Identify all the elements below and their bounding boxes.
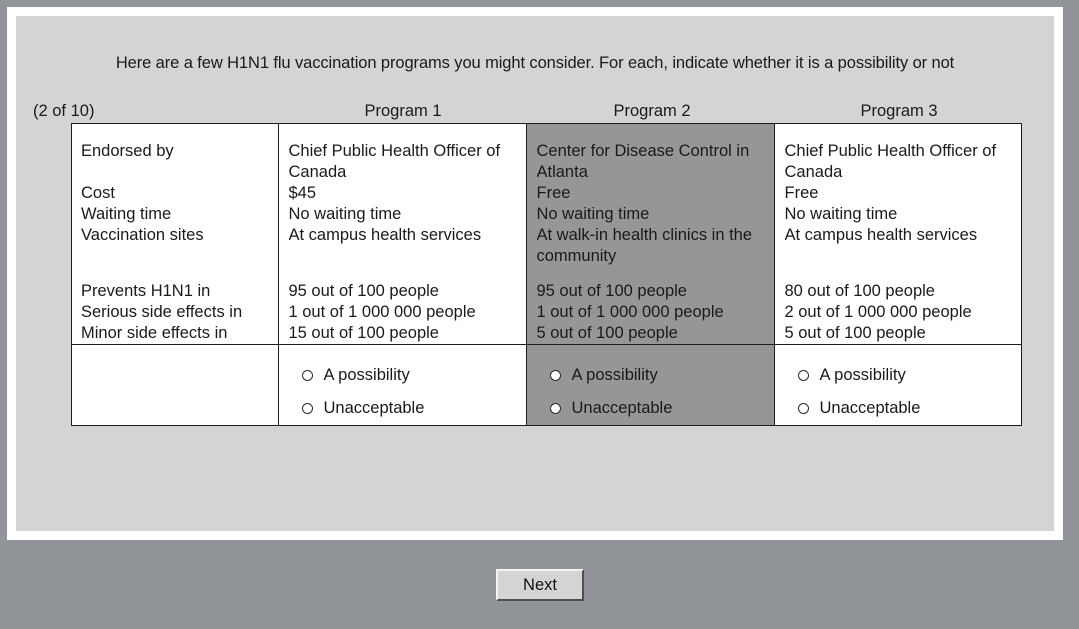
program-1-vaccination-sites: At campus health services xyxy=(288,226,482,244)
program-2-waiting-time: No waiting time xyxy=(536,205,650,223)
program-3-option-possibility-label: A possibility xyxy=(819,366,906,384)
program-3-values-cell xyxy=(774,124,1022,345)
program-1-serious-side-effects: 1 out of 1 000 000 people xyxy=(288,303,476,321)
spacer xyxy=(289,267,526,281)
program-2-option-possibility-label: A possibility xyxy=(571,366,658,384)
radio-icon[interactable] xyxy=(550,403,561,414)
next-button[interactable]: Next xyxy=(496,569,584,601)
comparison-table xyxy=(71,123,1022,426)
radio-icon[interactable] xyxy=(798,370,809,381)
program-1-cost: $45 xyxy=(288,184,317,202)
program-3-minor-side-effects: 5 out of 100 people xyxy=(784,324,926,342)
survey-panel xyxy=(16,16,1054,531)
program-2-prevents: 95 out of 100 people xyxy=(536,282,687,300)
spacer xyxy=(81,267,278,281)
attribute-label-vaccination-sites: Vaccination sites xyxy=(81,226,204,244)
attribute-label-waiting-time: Waiting time xyxy=(81,205,172,223)
attribute-label-prevents: Prevents H1N1 in xyxy=(81,282,211,300)
table-row xyxy=(72,124,1022,345)
radio-icon[interactable] xyxy=(798,403,809,414)
program-1-option-possibility[interactable] xyxy=(302,359,526,392)
program-1-prevents: 95 out of 100 people xyxy=(288,282,439,300)
program-2-option-unacceptable-label: Unacceptable xyxy=(571,399,673,417)
program-1-choices-cell xyxy=(278,345,526,426)
program-2-option-possibility[interactable] xyxy=(550,359,774,392)
program-3-prevents: 80 out of 100 people xyxy=(784,282,935,300)
program-1-waiting-time: No waiting time xyxy=(288,205,402,223)
program-3-option-unacceptable-label: Unacceptable xyxy=(819,399,921,417)
program-2-vaccination-sites: At walk-in health clinics in the community xyxy=(536,226,753,265)
program-1-option-possibility-label: A possibility xyxy=(323,366,410,384)
program-1-option-unacceptable[interactable] xyxy=(302,392,526,425)
program-header-3: Program 3 xyxy=(860,102,938,120)
program-1-minor-side-effects: 15 out of 100 people xyxy=(288,324,439,342)
choice-row-empty-cell xyxy=(72,345,278,426)
radio-icon[interactable] xyxy=(550,370,561,381)
attribute-label-cost: Cost xyxy=(81,184,115,202)
attribute-label-serious-side-effects: Serious side effects in xyxy=(81,303,243,321)
program-3-waiting-time: No waiting time xyxy=(784,205,898,223)
spacer xyxy=(537,267,774,281)
program-header-1: Program 1 xyxy=(364,102,442,120)
choice-row xyxy=(72,345,1022,426)
program-2-minor-side-effects: 5 out of 100 people xyxy=(536,324,678,342)
program-3-option-possibility[interactable] xyxy=(798,359,1023,392)
program-header-2: Program 2 xyxy=(613,102,691,120)
survey-frame xyxy=(7,7,1063,540)
program-3-option-unacceptable[interactable] xyxy=(798,392,1023,425)
program-1-values-cell xyxy=(278,124,526,345)
program-3-vaccination-sites: At campus health services xyxy=(784,226,978,244)
program-3-cost: Free xyxy=(784,184,819,202)
prompt-text: Here are a few H1N1 flu vaccination programs you might consider. For each, indicate whether it is a possibility or not xyxy=(115,54,955,72)
program-2-cost: Free xyxy=(536,184,571,202)
radio-icon[interactable] xyxy=(302,403,313,414)
attribute-label-endorsed-by: Endorsed by xyxy=(81,142,174,160)
program-3-choices-cell xyxy=(774,345,1022,426)
program-2-endorsed-by: Center for Disease Control in Atlanta xyxy=(536,142,750,181)
attribute-labels-cell xyxy=(72,124,278,345)
attribute-label-minor-side-effects: Minor side effects in xyxy=(81,324,228,342)
program-3-endorsed-by: Chief Public Health Officer of Canada xyxy=(784,142,997,181)
program-2-choices-cell xyxy=(526,345,774,426)
program-3-serious-side-effects: 2 out of 1 000 000 people xyxy=(784,303,972,321)
program-2-serious-side-effects: 1 out of 1 000 000 people xyxy=(536,303,724,321)
program-2-values-cell xyxy=(526,124,774,345)
spacer xyxy=(785,267,1023,281)
radio-icon[interactable] xyxy=(302,370,313,381)
program-1-endorsed-by: Chief Public Health Officer of Canada xyxy=(288,142,501,181)
program-2-option-unacceptable[interactable] xyxy=(550,392,774,425)
progress-counter: (2 of 10) xyxy=(33,102,95,120)
program-1-option-unacceptable-label: Unacceptable xyxy=(323,399,425,417)
